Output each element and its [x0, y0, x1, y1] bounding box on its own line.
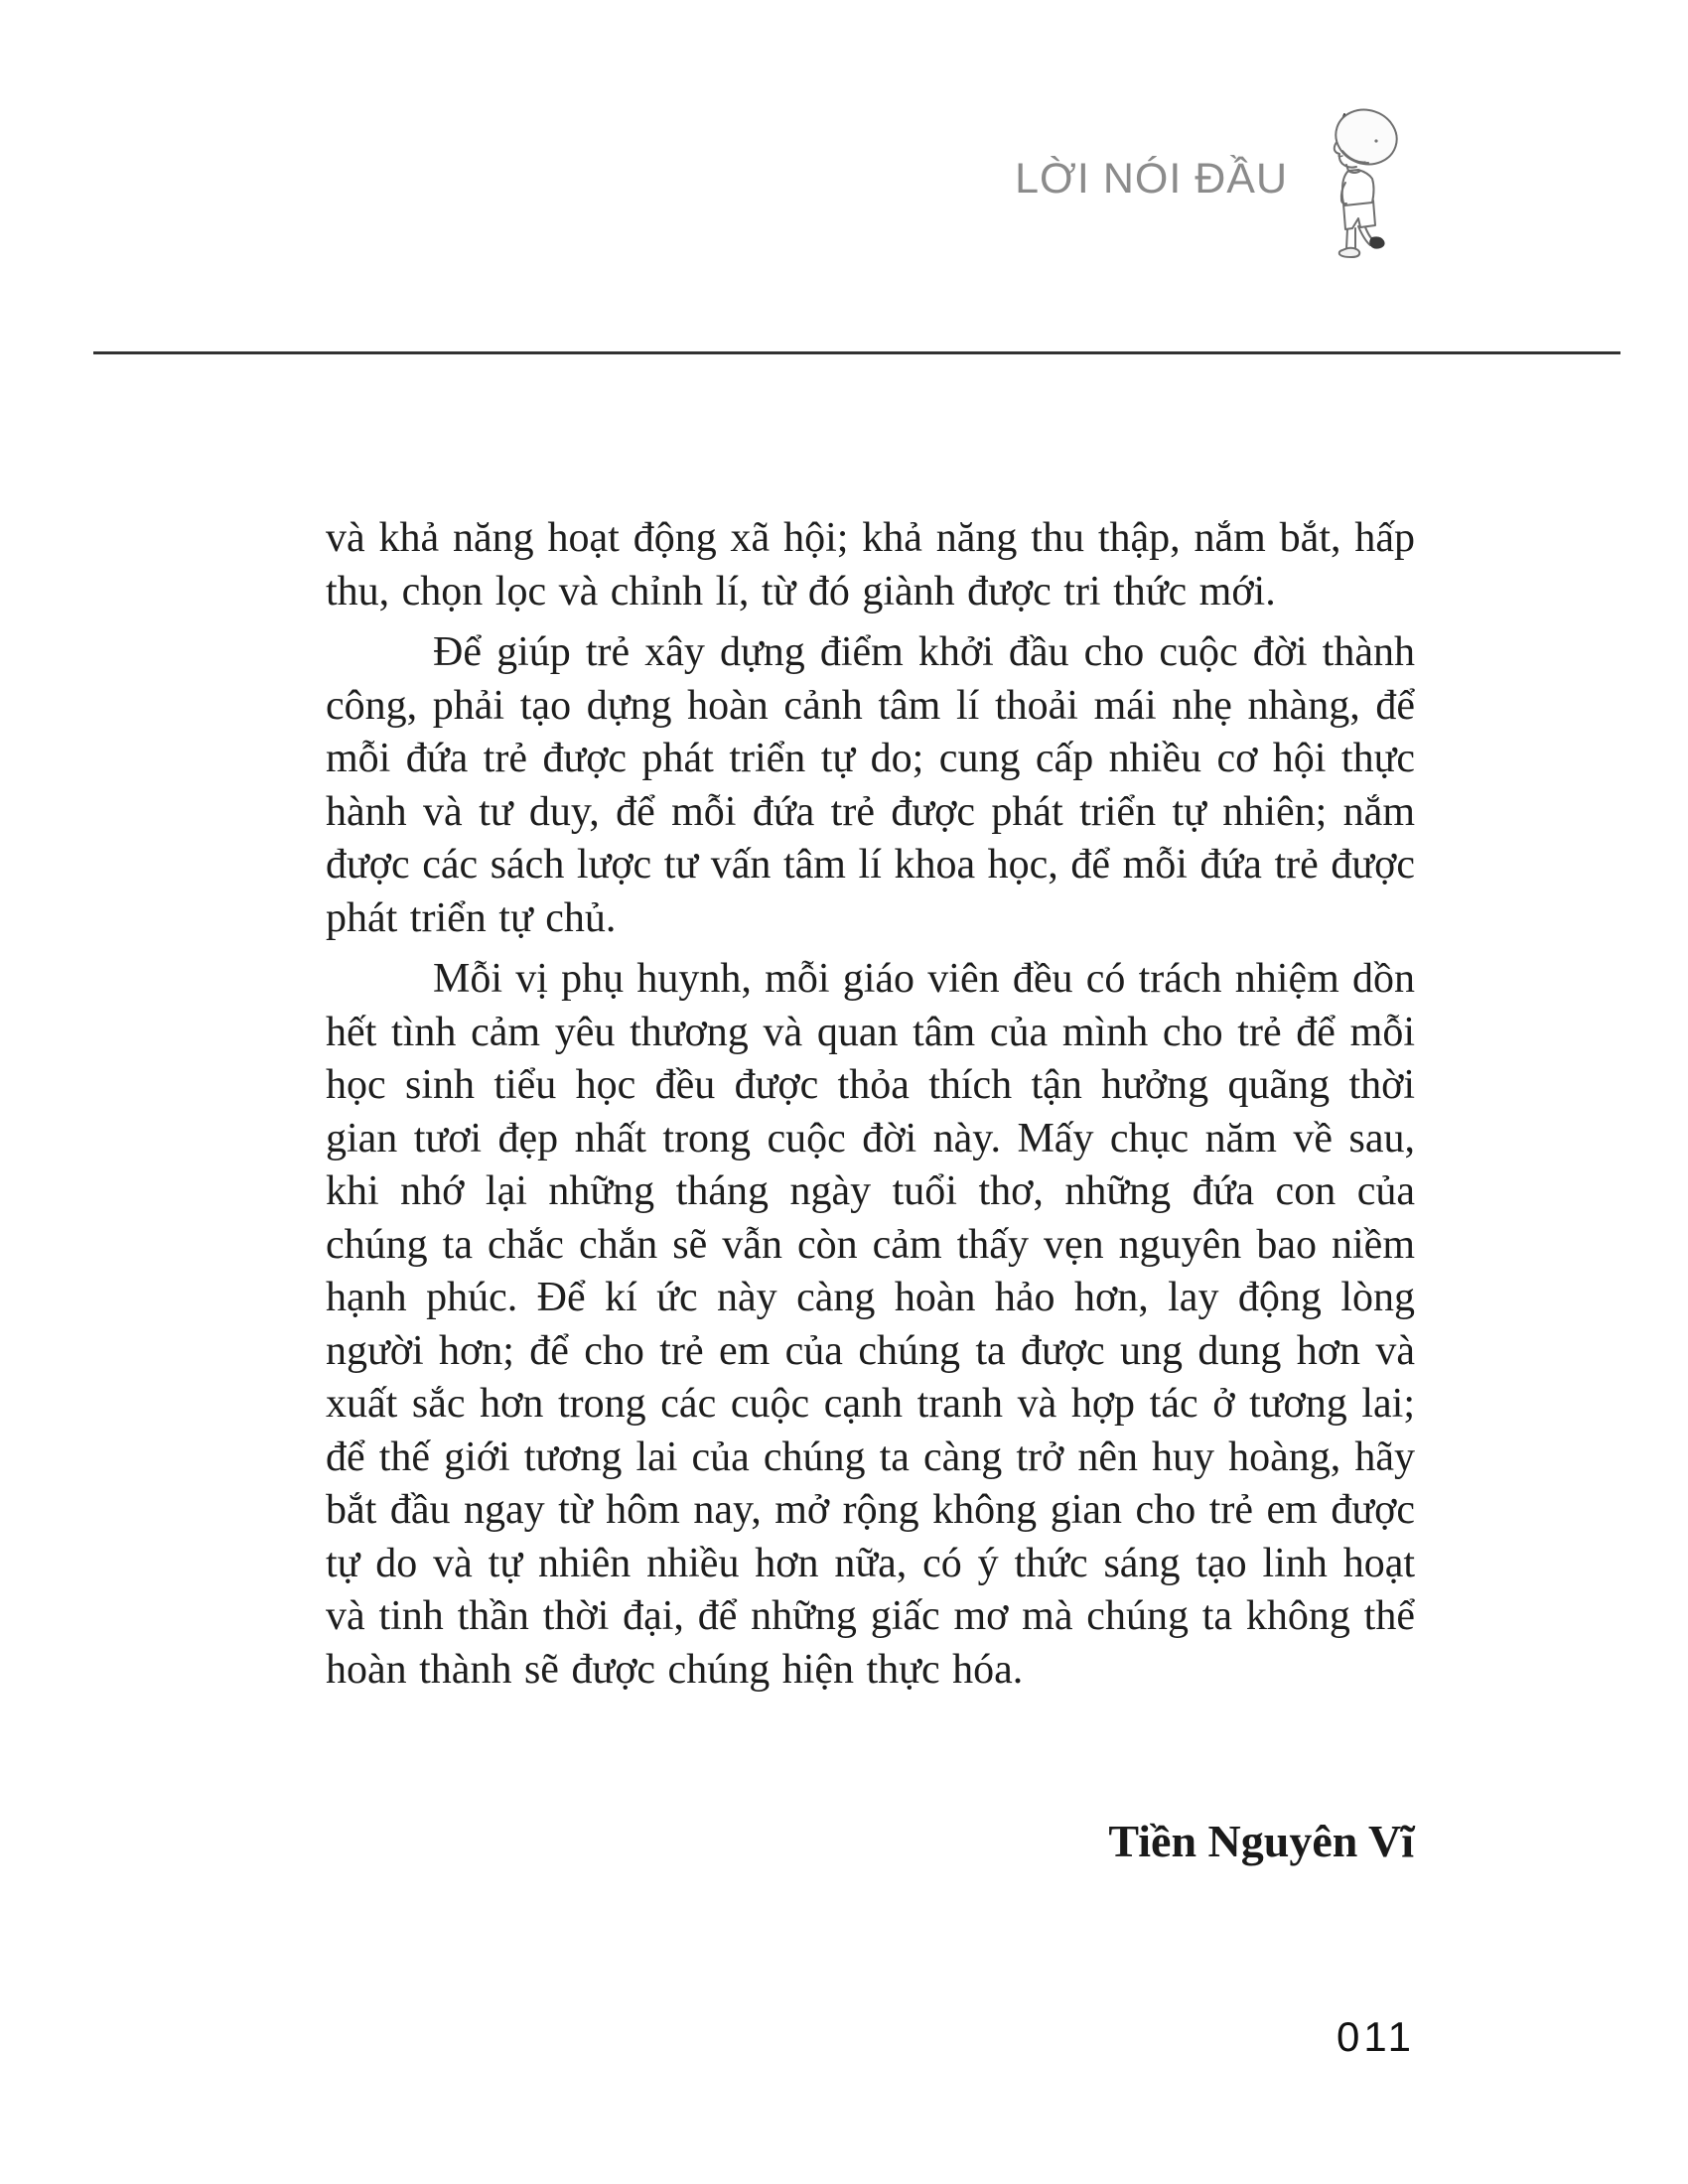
- page-number: 011: [1336, 2013, 1415, 2060]
- author-signature: Tiền Nguyên Vĩ: [1108, 1816, 1414, 1866]
- paragraph: Để giúp trẻ xây dựng điểm khởi đầu cho cuộc đời thành công, phải tạo dựng hoàn cảnh tâm lí thoải mái nhẹ nhàng, để mỗi đứa trẻ được phát triển tự do; cung cấp nhiều cơ hội thực hành và tư duy, để mỗi đứa trẻ được phát triển tự nhiên; nắm được các sách lược tư vấn tâm lí khoa học, để mỗi đứa trẻ được phát triển tự chủ.: [326, 629, 1415, 941]
- page-title: LỜI NÓI ĐẦU: [1015, 155, 1288, 203]
- child-illustration: [1303, 91, 1402, 262]
- body-text: [326, 512, 1415, 1697]
- paragraph-continuation: và khả năng hoạt động xã hội; khả năng thu thập, nắm bắt, hấp thu, chọn lọc và chỉnh lí, từ đó giành được tri thức mới.: [326, 515, 1415, 614]
- paragraph: Mỗi vị phụ huynh, mỗi giáo viên đều có trách nhiệm dồn hết tình cảm yêu thương và quan tâm của mình cho trẻ để mỗi học sinh tiểu học đều được thỏa thích tận hưởng quãng thời gian tươi đẹp nhất trong cuộc đời này. Mấy chục năm về sau, khi nhớ lại những tháng ngày tuổi thơ, những đứa con của chúng ta chắc chắn sẽ vẫn còn cảm thấy vẹn nguyên bao niềm hạnh phúc. Để kí ức này càng hoàn hảo hơn, lay động lòng người hơn; để cho trẻ em của chúng ta được ung dung hơn và xuất sắc hơn trong các cuộc cạnh tranh và hợp tác ở tương lai; để thế giới tương lai của chúng ta càng trở nên huy hoàng, hãy bắt đầu ngay từ hôm nay, mở rộng không gian cho trẻ em được tự do và tự nhiên nhiều hơn nữa, có ý thức sáng tạo linh hoạt và tinh thần thời đại, để những giấc mơ mà chúng ta không thể hoàn thành sẽ được chúng hiện thực hóa.: [326, 956, 1415, 1693]
- header-divider-rule: [93, 351, 1620, 354]
